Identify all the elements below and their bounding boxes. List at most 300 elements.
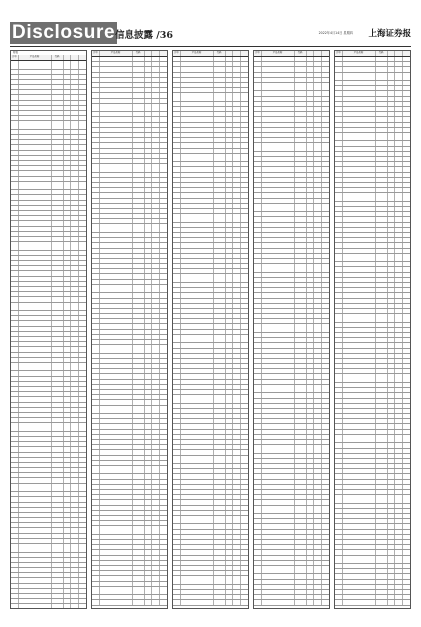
table-cell <box>145 440 153 444</box>
table-cell <box>64 432 72 436</box>
table-cell <box>226 283 234 287</box>
table-cell <box>233 490 241 494</box>
table-cell <box>214 430 226 434</box>
table-cell <box>295 514 307 518</box>
table-cell <box>173 264 181 268</box>
table-cell <box>79 111 87 115</box>
table-cell <box>173 419 181 423</box>
table-cell <box>307 324 315 332</box>
table-cell <box>295 167 307 171</box>
table-cell <box>307 464 315 468</box>
table-cell <box>376 207 388 211</box>
table-cell <box>307 590 315 594</box>
table-cell <box>133 595 145 599</box>
table-cell <box>388 207 396 211</box>
table-cell <box>226 78 234 82</box>
table-cell <box>343 535 376 539</box>
table-cell <box>64 237 72 241</box>
table-cell <box>314 264 322 272</box>
table-cell <box>254 243 262 247</box>
table-cell <box>173 143 181 147</box>
brand-wordmark: Disclosure <box>12 22 116 43</box>
table-cell <box>307 580 315 584</box>
table-cell <box>160 104 168 112</box>
table-cell <box>181 149 214 153</box>
table-cell <box>19 371 52 375</box>
table-cell <box>160 154 168 158</box>
table-cell <box>133 104 145 112</box>
table-cell <box>152 128 160 132</box>
table-cell <box>307 133 315 137</box>
table-cell <box>295 293 307 297</box>
table-cell <box>19 332 52 336</box>
table-cell <box>241 440 249 444</box>
header-cell: 代码 <box>133 51 145 56</box>
table-cell <box>314 440 322 444</box>
table-cell <box>233 299 241 303</box>
table-cell <box>388 338 396 342</box>
table-cell <box>52 432 64 436</box>
table-cell <box>335 299 343 303</box>
table-cell <box>262 440 295 444</box>
table-cell <box>241 62 249 66</box>
table-cell <box>160 254 168 258</box>
table-cell <box>133 280 145 284</box>
table-cell <box>322 78 330 82</box>
table-cell <box>133 406 145 414</box>
table-cell <box>100 88 133 92</box>
table-cell <box>79 90 87 94</box>
table-cell <box>226 193 234 197</box>
table-cell <box>241 506 249 510</box>
table-cell <box>160 490 168 494</box>
table-cell <box>100 474 133 478</box>
table-cell <box>241 566 249 570</box>
table-cell <box>376 393 388 397</box>
table-cell <box>71 484 79 492</box>
table-cell <box>388 364 396 368</box>
table-cell <box>307 293 315 297</box>
table-cell <box>314 535 322 539</box>
table-cell <box>403 585 411 589</box>
table-cell <box>335 288 343 292</box>
table-cell <box>92 414 100 418</box>
table-cell <box>214 259 226 263</box>
table-cell <box>262 73 295 77</box>
table-cell <box>133 330 145 334</box>
table-cell <box>173 380 181 384</box>
table-cell <box>152 204 160 208</box>
table-cell <box>322 117 330 121</box>
table-cell <box>79 85 87 89</box>
table-cell <box>335 188 343 192</box>
table-cell <box>314 288 322 292</box>
table-cell <box>181 269 214 273</box>
table-cell <box>241 430 249 434</box>
table-cell <box>226 178 234 182</box>
table-cell <box>241 590 249 594</box>
table-cell <box>395 67 403 71</box>
table-cell <box>335 383 343 387</box>
table-cell <box>181 57 214 61</box>
table-cell <box>214 102 226 106</box>
table-cell <box>295 138 307 142</box>
table-cell <box>64 453 72 457</box>
table-cell <box>254 254 262 258</box>
table-cell <box>214 585 226 589</box>
table-cell <box>152 274 160 278</box>
table-cell <box>100 112 133 116</box>
table-cell <box>214 167 226 171</box>
table-cell <box>343 590 376 594</box>
table-cell <box>388 504 396 508</box>
table-cell <box>71 266 79 270</box>
table-cell <box>395 188 403 192</box>
table-cell <box>403 595 411 599</box>
table-cell <box>376 102 388 106</box>
table-cell <box>233 214 241 222</box>
table-cell <box>262 333 295 337</box>
table-cell <box>295 500 307 504</box>
table-cell <box>388 404 396 408</box>
table-cell <box>376 354 388 358</box>
table-cell <box>314 83 322 91</box>
table-cell <box>92 133 100 137</box>
table-cell <box>335 178 343 182</box>
table-cell <box>233 500 241 504</box>
table-cell <box>19 287 52 291</box>
table-cell <box>241 571 249 575</box>
table-cell <box>226 414 234 418</box>
table-cell <box>152 143 160 147</box>
table-cell <box>145 314 153 318</box>
table-cell <box>214 188 226 192</box>
table-cell <box>295 359 307 363</box>
table-cell <box>376 107 388 111</box>
table-cell <box>52 121 64 129</box>
table-cell <box>395 128 403 132</box>
table-cell <box>214 424 226 428</box>
table-cell <box>322 393 330 397</box>
table-cell <box>92 264 100 268</box>
table-cell <box>133 78 145 82</box>
table-cell <box>307 173 315 177</box>
table-cell <box>160 550 168 554</box>
table-cell <box>181 183 214 187</box>
table-cell <box>403 550 411 554</box>
table-cell <box>71 287 79 291</box>
table-cell <box>295 123 307 127</box>
table-cell <box>133 99 145 103</box>
table-cell <box>376 67 388 71</box>
table-cell <box>233 269 241 273</box>
table-cell <box>388 530 396 534</box>
table-cell <box>226 500 234 504</box>
table-cell <box>241 364 249 368</box>
table-cell <box>181 530 214 534</box>
table-cell <box>152 380 160 384</box>
table-cell <box>92 243 100 247</box>
table-cell <box>335 580 343 584</box>
table-cell <box>133 133 145 137</box>
table-cell <box>11 327 19 331</box>
table-cell <box>241 154 249 162</box>
table-cell <box>79 604 87 609</box>
table-cell <box>152 364 160 368</box>
table-cell <box>173 500 181 504</box>
table-cell <box>152 264 160 268</box>
table-cell <box>307 178 315 182</box>
table-cell <box>262 97 295 101</box>
table-cell <box>100 424 133 428</box>
table-cell <box>241 480 249 484</box>
table-cell <box>233 188 241 192</box>
table-cell <box>11 251 19 255</box>
table-cell <box>322 374 330 378</box>
table-cell <box>226 123 234 127</box>
table-cell <box>152 561 160 565</box>
table-cell <box>181 445 214 449</box>
table-cell <box>343 141 376 145</box>
table-cell <box>322 550 330 554</box>
table-cell <box>152 88 160 92</box>
table-cell <box>19 432 52 436</box>
table-cell <box>241 556 249 560</box>
table-cell <box>226 117 234 121</box>
table-cell <box>403 580 411 584</box>
table-cell <box>52 503 64 507</box>
table-cell <box>226 530 234 534</box>
table-cell <box>322 535 330 539</box>
table-cell <box>403 454 411 458</box>
table-row <box>11 121 86 130</box>
table-cell <box>152 224 160 232</box>
table-cell <box>241 112 249 116</box>
table-cell <box>71 151 79 155</box>
table-cell <box>133 249 145 253</box>
table-cell <box>241 199 249 203</box>
table-cell <box>314 414 322 418</box>
table-cell <box>307 409 315 413</box>
table-cell <box>92 214 100 218</box>
table-cell <box>343 162 376 166</box>
table-cell <box>233 293 241 297</box>
table-cell <box>52 437 64 441</box>
table-cell <box>254 385 262 393</box>
table-cell <box>241 385 249 389</box>
table-cell <box>214 128 226 132</box>
table-cell <box>133 385 145 389</box>
table-cell <box>181 223 214 227</box>
table-cell <box>100 359 133 363</box>
table-cell <box>376 430 388 434</box>
table-cell <box>92 490 100 494</box>
table-cell <box>52 371 64 375</box>
table-cell <box>181 283 214 287</box>
table-cell <box>71 413 79 417</box>
table-cell <box>11 190 19 194</box>
table-cell <box>173 102 181 106</box>
table-cell <box>376 314 388 322</box>
table-row <box>335 254 410 263</box>
table-cell <box>335 585 343 589</box>
table-cell <box>262 354 295 358</box>
table-cell <box>52 473 64 477</box>
table-cell <box>92 450 100 454</box>
table-cell <box>152 173 160 177</box>
table-cell <box>335 435 343 443</box>
table-cell <box>314 338 322 342</box>
table-cell <box>52 484 64 492</box>
table-cell <box>152 243 160 247</box>
table-cell <box>335 343 343 347</box>
table-cell <box>314 324 322 332</box>
table-cell <box>241 374 249 378</box>
table-cell <box>71 508 79 512</box>
table-cell <box>295 217 307 221</box>
table-row <box>254 264 329 273</box>
table-cell <box>395 474 403 478</box>
table-cell <box>173 88 181 92</box>
table-cell <box>314 580 322 584</box>
table-cell <box>19 70 52 74</box>
table-cell <box>92 345 100 353</box>
table-cell <box>173 430 181 434</box>
table-cell <box>11 503 19 507</box>
table-cell <box>335 485 343 489</box>
table-cell <box>71 573 79 577</box>
table-cell <box>92 154 100 158</box>
table-cell <box>173 249 181 253</box>
table-cell <box>376 545 388 549</box>
table-cell <box>335 267 343 271</box>
table-cell <box>64 211 72 215</box>
table-cell <box>388 183 396 187</box>
table-cell <box>160 128 168 132</box>
table-cell <box>314 293 322 297</box>
table-cell <box>322 143 330 151</box>
table-cell <box>376 580 388 584</box>
table-cell <box>226 335 234 343</box>
table-cell <box>241 524 249 528</box>
table-cell <box>307 238 315 242</box>
table-cell <box>92 233 100 237</box>
table-cell <box>160 117 168 121</box>
table-cell <box>173 511 181 515</box>
table-cell <box>322 369 330 373</box>
table-cell <box>376 293 388 297</box>
table-cell <box>343 449 376 453</box>
table-cell <box>11 589 19 593</box>
table-cell <box>335 314 343 322</box>
table-cell <box>100 293 133 297</box>
table-cell <box>19 353 52 357</box>
table-row <box>335 435 410 444</box>
table-cell <box>52 206 64 210</box>
table-cell <box>79 75 87 79</box>
table-cell <box>52 544 64 552</box>
table-cell <box>173 173 181 177</box>
table-cell <box>181 254 214 258</box>
table-cell <box>160 369 168 373</box>
table-cell <box>133 62 145 66</box>
table-cell <box>100 385 133 389</box>
table-cell <box>262 535 295 539</box>
table-cell <box>226 288 234 292</box>
table-cell <box>295 83 307 91</box>
table-cell <box>254 435 262 439</box>
table-cell <box>100 500 133 504</box>
table-cell <box>314 354 322 358</box>
table-cell <box>322 506 330 514</box>
table-cell <box>335 388 343 392</box>
table-cell <box>388 383 396 387</box>
table-cell <box>181 243 214 247</box>
table-cell <box>181 585 214 589</box>
table-cell <box>52 497 64 501</box>
table-cell <box>181 511 214 515</box>
table-cell <box>79 377 87 381</box>
table-cell <box>307 430 315 434</box>
table-cell <box>181 143 214 147</box>
table-col-2 <box>91 50 168 609</box>
table-cell <box>133 188 145 192</box>
table-cell <box>92 500 100 504</box>
table-cell <box>376 383 388 387</box>
table-cell <box>100 380 133 384</box>
table-cell <box>145 495 153 499</box>
table-cell <box>11 497 19 501</box>
table-cell <box>241 485 249 489</box>
table-cell <box>145 445 153 449</box>
table-cell <box>307 500 315 504</box>
table-cell <box>92 516 100 520</box>
table-cell <box>64 166 72 170</box>
table-cell <box>322 495 330 499</box>
table-cell <box>19 106 52 110</box>
table-cell <box>79 553 87 557</box>
table-cell <box>254 249 262 253</box>
table-cell <box>52 584 64 588</box>
table-cell <box>343 349 376 353</box>
table-cell <box>307 212 315 216</box>
table-cell <box>226 314 234 318</box>
table-cell <box>395 233 403 237</box>
table-row <box>335 193 410 202</box>
table-cell <box>307 459 315 463</box>
table-cell <box>214 238 226 242</box>
table-cell <box>403 147 411 151</box>
table-cell <box>335 490 343 494</box>
table-cell <box>343 454 376 458</box>
table-cell <box>173 469 181 473</box>
table-cell <box>214 495 226 499</box>
table-cell <box>100 159 133 163</box>
table-cell <box>403 133 411 141</box>
table-cell <box>335 369 343 373</box>
table-cell <box>152 138 160 142</box>
table-cell <box>343 409 376 413</box>
table-cell <box>395 504 403 508</box>
header-cell <box>241 51 249 56</box>
table-cell <box>343 202 376 206</box>
table-cell <box>92 274 100 278</box>
table-cell <box>376 409 388 413</box>
table-cell <box>100 480 133 484</box>
table-cell <box>160 435 168 439</box>
table-cell <box>100 78 133 82</box>
table-cell <box>214 249 226 253</box>
